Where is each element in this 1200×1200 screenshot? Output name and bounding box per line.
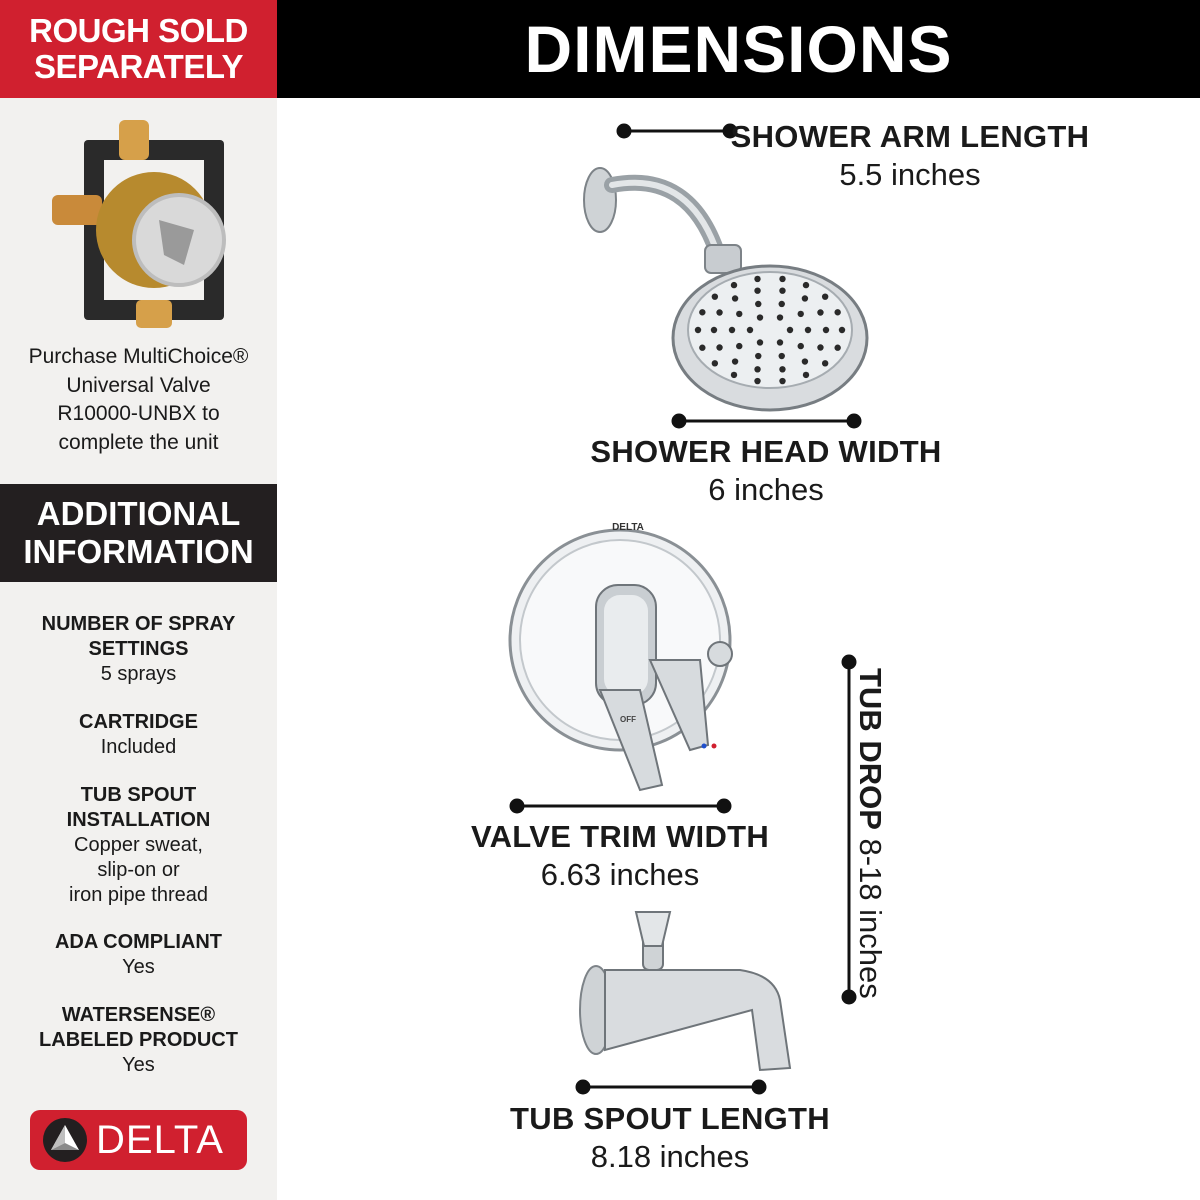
info-value: Yes: [122, 1054, 155, 1076]
nozzle-dot: [754, 378, 760, 384]
nozzle-dot: [822, 360, 828, 366]
nozzle-dot: [805, 327, 811, 333]
dimension-value: 6.63 inches: [540, 857, 700, 892]
dimension-dot: [753, 1081, 765, 1093]
dimension-dot: [511, 800, 523, 812]
purchase-line: Purchase MultiChoice®: [28, 345, 249, 368]
page-title: DIMENSIONS: [524, 12, 953, 86]
nozzle-dot: [802, 358, 808, 364]
banner-line-1: ROUGH SOLD: [29, 12, 248, 49]
nozzle-dot: [802, 295, 808, 301]
nozzle-dot: [716, 344, 722, 350]
purchase-line: complete the unit: [58, 430, 219, 454]
nozzle-dot: [754, 276, 760, 282]
nozzle-dot: [712, 360, 718, 366]
info-title: NUMBER OF SPRAY: [41, 613, 236, 635]
nozzle-dot: [777, 339, 783, 345]
nozzle-dot: [754, 366, 760, 372]
info-value: Yes: [122, 956, 155, 978]
dimension-dot: [618, 125, 630, 137]
nozzle-dot: [779, 366, 785, 372]
nozzle-dot: [755, 301, 761, 307]
dimension-dot: [843, 656, 855, 668]
trim-brand-text: DELTA: [612, 522, 644, 533]
purchase-line: R10000-UNBX to: [57, 402, 220, 425]
nozzle-dot: [817, 344, 823, 350]
banner-line-2: SEPARATELY: [34, 48, 243, 85]
nozzle-dot: [779, 276, 785, 282]
valve-trim-drawing: [510, 522, 732, 790]
nozzle-dot: [736, 311, 742, 317]
tub-spout-label: [490, 1100, 850, 1176]
nozzle-dot: [731, 372, 737, 378]
info-value: iron pipe thread: [69, 884, 208, 906]
nozzle-dot: [729, 327, 735, 333]
info-title: ADA COMPLIANT: [54, 931, 223, 953]
shower-head-drawing: [584, 168, 867, 410]
info-title: SETTINGS: [88, 638, 189, 660]
nozzle-dot: [817, 309, 823, 315]
purchase-line: Universal Valve: [66, 373, 211, 397]
additional-line-1: ADDITIONAL: [36, 495, 241, 532]
dimension-value: 8-18 inches: [853, 838, 888, 999]
info-title: INSTALLATION: [66, 809, 211, 831]
shower-arm-label: [730, 118, 1090, 194]
dimension-title: VALVE TRIM WIDTH: [470, 819, 770, 854]
dimension-dot: [848, 415, 860, 427]
dimension-value: 8.18 inches: [590, 1139, 750, 1174]
nozzle-dot: [779, 287, 785, 293]
dimension-dot: [673, 415, 685, 427]
nozzle-dot: [754, 287, 760, 293]
nozzle-dot: [779, 301, 785, 307]
info-title: TUB SPOUT: [80, 784, 197, 806]
nozzle-dot: [803, 372, 809, 378]
info-value: Copper sweat,: [74, 834, 203, 856]
dimension-dot: [718, 800, 730, 812]
nozzle-dot: [834, 345, 840, 351]
nozzle-dot: [711, 327, 717, 333]
nozzle-dot: [757, 339, 763, 345]
nozzle-dot: [747, 327, 753, 333]
nozzle-dot: [803, 282, 809, 288]
tub-spout-drawing: [580, 912, 790, 1070]
nozzle-dot: [779, 378, 785, 384]
nozzle-dot: [798, 311, 804, 317]
dimension-title: TUB DROP: [853, 668, 888, 830]
nozzle-dot: [798, 343, 804, 349]
valve-trim-label: [440, 818, 800, 894]
info-value: Included: [100, 736, 177, 758]
info-title: LABELED PRODUCT: [39, 1029, 238, 1051]
nozzle-dot: [839, 327, 845, 333]
nozzle-dot: [823, 327, 829, 333]
nozzle-dot: [779, 353, 785, 359]
dimension-title: TUB SPOUT LENGTH: [510, 1101, 830, 1136]
nozzle-dot: [712, 293, 718, 299]
nozzle-dot: [787, 327, 793, 333]
info-title: WATERSENSE®: [61, 1004, 216, 1026]
dimension-title: SHOWER ARM LENGTH: [730, 119, 1090, 154]
dimension-value: 6 inches: [708, 472, 824, 507]
nozzle-dot: [834, 309, 840, 315]
nozzle-dot: [699, 309, 705, 315]
additional-line-2: INFORMATION: [23, 533, 254, 570]
nozzle-dot: [716, 309, 722, 315]
nozzle-dot: [732, 358, 738, 364]
nozzle-dot: [732, 295, 738, 301]
nozzle-dot: [822, 293, 828, 299]
tub-drop-label: [848, 668, 892, 1008]
info-title: CARTRIDGE: [79, 711, 198, 733]
dimension-dot: [577, 1081, 589, 1093]
nozzle-dot: [755, 353, 761, 359]
nozzle-dot: [777, 314, 783, 320]
dimension-title: SHOWER HEAD WIDTH: [590, 434, 942, 469]
dimension-value: 5.5 inches: [839, 157, 981, 192]
nozzle-dot: [757, 314, 763, 320]
shower-head-label: [586, 433, 946, 509]
nozzle-dot: [695, 327, 701, 333]
info-value: 5 sprays: [100, 663, 177, 685]
nozzle-dot: [699, 345, 705, 351]
info-value: slip-on or: [97, 859, 180, 881]
trim-off-text: OFF: [620, 715, 636, 724]
logo-text: DELTA: [96, 1117, 224, 1162]
nozzle-dot: [736, 343, 742, 349]
nozzle-dot: [731, 282, 737, 288]
